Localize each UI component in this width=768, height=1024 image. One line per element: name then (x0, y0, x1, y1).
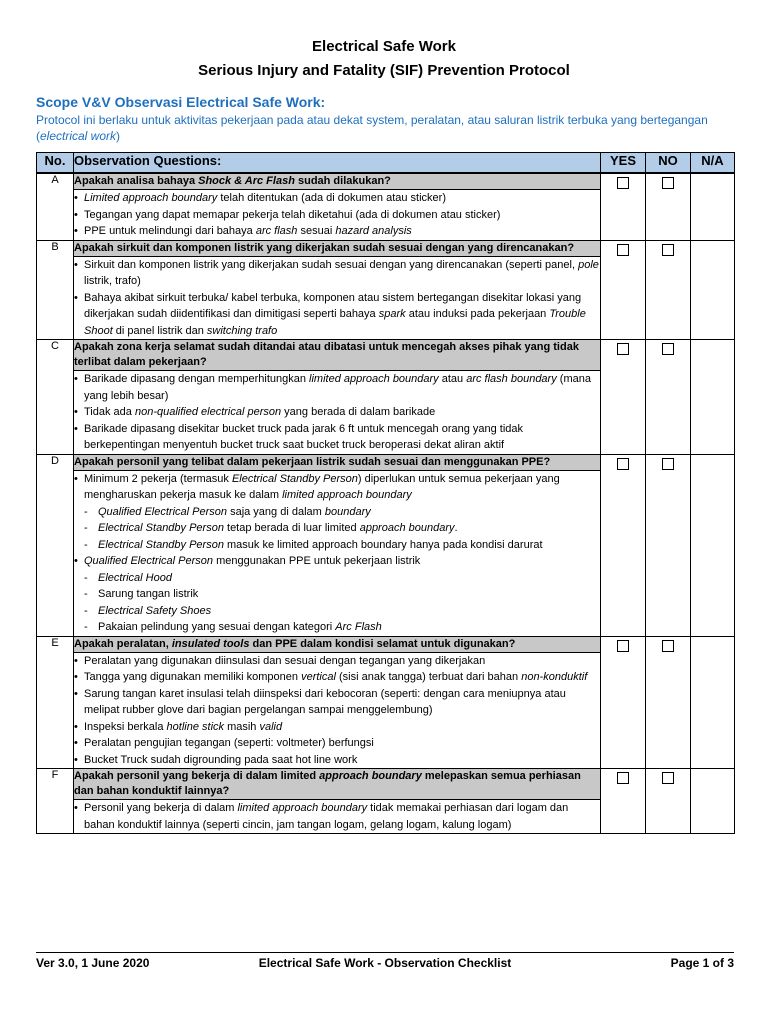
no-checkbox[interactable] (662, 343, 674, 355)
text-run: Apakah personil yang telibat dalam pekerjaan listrik sudah sesuai dan menggunakan PPE? (74, 455, 551, 468)
italic-text: Electrical Standby Person (231, 472, 358, 485)
row-number: C (37, 340, 74, 455)
criteria-item (74, 290, 600, 340)
yes-cell (601, 240, 646, 340)
criteria-item (74, 719, 600, 736)
criteria-item (74, 653, 600, 670)
text-run: Sirkuit dan komponen listrik yang dikerjakan sudah sesuai dengan yang direncanakan (seperti panel, (84, 258, 579, 271)
table-header-row (37, 153, 735, 174)
bullet-marker: • (74, 291, 78, 304)
italic-text: spark (378, 308, 406, 320)
bullet-marker: • (74, 802, 78, 814)
criteria-item (74, 735, 600, 752)
italic-text: electrical work (40, 129, 117, 143)
criteria-list (74, 371, 601, 455)
italic-text: limited approach boundary (309, 373, 439, 385)
question-row (37, 769, 735, 800)
text-run: Apakah analisa bahaya (74, 175, 199, 187)
bullet-marker: • (74, 192, 78, 204)
row-number: B (37, 240, 74, 340)
criteria-subitem (74, 504, 600, 521)
text-run: Apakah peralatan, (74, 637, 172, 650)
question-text (74, 240, 601, 256)
text-run: (mana yang lebih besar) (84, 373, 591, 402)
italic-text: approach boundary (319, 770, 422, 782)
yes-cell (601, 636, 646, 769)
criteria-item (74, 257, 600, 290)
criteria-item (74, 421, 600, 454)
bullet-marker: • (74, 720, 78, 733)
dash-marker: - (84, 621, 88, 633)
text-run: Tegangan yang dapat memapar pekerja telah diketahui (ada di dokumen atau sticker) (84, 208, 501, 221)
text-run: listrik, trafo) (84, 275, 141, 287)
header-observation-questions: Observation Questions: (74, 153, 601, 174)
italic-text: Electrical Standby Person (98, 538, 224, 551)
yes-cell (601, 769, 646, 834)
header-yes: YES (601, 153, 646, 174)
italic-text: pole (578, 258, 599, 271)
text-run: masuk ke limited approach boundary hanya pada kondisi darurat (223, 538, 543, 551)
yes-cell (601, 173, 646, 240)
dash-marker: - (84, 571, 88, 584)
text-run: Sarung tangan listrik (98, 588, 199, 600)
bullet-marker: • (74, 737, 78, 749)
bullet-marker: • (74, 687, 78, 700)
yes-checkbox[interactable] (617, 458, 629, 470)
yes-checkbox[interactable] (617, 244, 629, 256)
dash-marker: - (84, 505, 88, 518)
criteria-item (74, 207, 600, 224)
question-text (74, 636, 601, 652)
bullet-marker: • (74, 654, 78, 667)
no-cell (646, 240, 691, 340)
bullet-marker: • (74, 422, 78, 435)
italic-text: arc flash boundary (466, 373, 557, 385)
footer-page-number: Page 1 of 3 (670, 956, 734, 970)
yes-checkbox[interactable] (617, 772, 629, 784)
criteria-item (74, 800, 600, 833)
bullet-marker: • (74, 225, 78, 237)
text-run: Tidak ada (84, 406, 135, 418)
italic-text: Arc Flash (335, 621, 382, 633)
no-cell (646, 173, 691, 240)
text-run: di panel listrik dan (112, 324, 207, 337)
criteria-subitem (74, 603, 600, 620)
question-row (37, 340, 735, 371)
text-run: ) (116, 129, 121, 143)
italic-text: Qualified Electrical Person (98, 505, 228, 518)
question-row (37, 636, 735, 652)
italic-text: valid (259, 720, 283, 733)
row-number: F (37, 769, 74, 834)
footer-version: Ver 3.0, 1 June 2020 (36, 956, 150, 970)
dash-marker: - (84, 538, 88, 551)
italic-text: limited approach boundary (282, 489, 412, 501)
text-run: Barikade dipasang disekitar bucket truck pada jarak 6 ft untuk mencegah orang yang tidak berkepentingan menyentuh bucket truck saat bucket truck beroperasi dekat aliran aktif (84, 422, 524, 451)
na-cell[interactable] (691, 340, 735, 455)
text-run: masih (224, 720, 260, 733)
na-cell[interactable] (691, 240, 735, 340)
page-subtitle: Serious Injury and Fatality (SIF) Prevention Protocol (198, 62, 570, 79)
row-number: E (37, 636, 74, 769)
italic-text: non-konduktif (521, 671, 588, 683)
criteria-subitem (74, 537, 600, 554)
scope-description (36, 112, 726, 144)
italic-text: hazard analysis (335, 225, 412, 237)
criteria-subitem (74, 586, 600, 603)
question-text (74, 769, 601, 800)
text-run: atau induksi pada pekerjaan (405, 308, 550, 320)
text-run: sesuai (297, 225, 336, 237)
criteria-subitem (74, 520, 600, 537)
italic-text: boundary (324, 505, 371, 518)
na-cell[interactable] (691, 769, 735, 834)
yes-cell (601, 340, 646, 455)
text-run: Pakaian pelindung yang sesuai dengan kategori (98, 621, 336, 633)
row-number: A (37, 173, 74, 240)
no-checkbox[interactable] (662, 772, 674, 784)
text-run: Personil yang bekerja di dalam (84, 802, 238, 814)
text-run: . (454, 522, 458, 534)
criteria-list (74, 470, 601, 636)
criteria-list (74, 800, 601, 834)
text-run: Apakah zona kerja selamat sudah ditandai atau dibatasi untuk mencegah akses pihak yang tidak terlibat dalam pekerjaan? (74, 341, 579, 368)
italic-text: Qualified Electrical Person (84, 555, 214, 567)
text-run: Peralatan yang digunakan diinsulasi dan sesuai dengan tegangan yang dikerjakan (84, 654, 486, 667)
bullet-marker: • (74, 472, 78, 485)
na-cell[interactable] (691, 173, 735, 240)
text-run: Protocol ini berlaku untuk aktivitas pekerjaan pada atau dekat system, peralatan, atau saluran listrik terbuka yang bertegangan ( (36, 113, 708, 143)
question-text (74, 454, 601, 470)
footer-document-title: Electrical Safe Work - Observation Checklist (258, 956, 512, 970)
question-row (37, 173, 735, 190)
text-run: Apakah sirkuit dan komponen listrik yang dikerjakan sudah sesuai dengan yang direncanakan? (74, 241, 575, 254)
header-no: No. (37, 153, 74, 174)
page-footer (36, 952, 734, 977)
yes-cell (601, 454, 646, 636)
text-run: telah ditentukan (ada di dokumen atau sticker) (217, 192, 447, 204)
no-checkbox[interactable] (662, 640, 674, 652)
yes-checkbox[interactable] (617, 640, 629, 652)
italic-text: limited approach boundary (237, 802, 368, 814)
italic-text: approach boundary (359, 522, 455, 534)
text-run: Minimum 2 pekerja (termasuk (84, 472, 232, 485)
text-run: Inspeksi berkala (84, 720, 167, 733)
text-run: menggunakan PPE untuk pekerjaan listrik (213, 555, 421, 567)
text-run: Tangga yang digunakan memiliki komponen (84, 671, 302, 683)
text-run: PPE untuk melindungi dari bahaya (84, 225, 256, 237)
italic-text: Trouble Shoot (84, 308, 586, 337)
criteria-item (74, 190, 600, 207)
bullet-marker: • (74, 671, 78, 683)
no-checkbox[interactable] (662, 458, 674, 470)
no-cell (646, 454, 691, 636)
bullet-marker: • (74, 373, 78, 385)
bullet-marker: • (74, 258, 78, 271)
text-run: Bucket Truck sudah digrounding pada saat hot line work (84, 753, 358, 766)
no-checkbox[interactable] (662, 244, 674, 256)
header-na: N/A (691, 153, 735, 174)
criteria-list (74, 256, 601, 340)
criteria-item (74, 223, 600, 240)
text-run: tetap berada di luar limited (223, 522, 360, 534)
dash-marker: - (84, 522, 88, 534)
text-run: Sarung tangan karet insulasi telah diinspeksi dari kebocoran (seperti: dengan cara meniupnya atau melipat rubber glove dari bagian pergelangan sampai menggelembung) (84, 687, 566, 716)
bullet-marker: • (74, 555, 78, 567)
no-cell (646, 636, 691, 769)
bullet-marker: • (74, 208, 78, 221)
text-run: Apakah personil yang bekerja di dalam limited (74, 770, 320, 782)
text-run: tidak memakai perhiasan dari logam dan bahan konduktif lainnya (seperti cincin, jam tangan logam, gelang logam, kalung logam) (84, 802, 569, 831)
na-cell[interactable] (691, 636, 735, 769)
criteria-item (74, 553, 600, 570)
criteria-item (74, 404, 600, 421)
italic-text: Electrical Standby Person (98, 522, 224, 534)
text-run: sudah dilakukan? (294, 175, 391, 187)
text-run: yang berada di dalam barikade (281, 406, 436, 418)
dash-marker: - (84, 604, 88, 617)
criteria-subitem (74, 619, 600, 636)
question-text (74, 340, 601, 371)
page-title: Electrical Safe Work (312, 38, 456, 55)
na-cell[interactable] (691, 454, 735, 636)
text-run: (sisi anak tangga) terbuat dari bahan (335, 671, 522, 683)
scope-heading: Scope V&V Observasi Electrical Safe Work: (36, 94, 326, 110)
text-run: saja yang di dalam (227, 505, 325, 518)
question-row (37, 240, 735, 256)
criteria-list (74, 652, 601, 769)
text-run: dan PPE dalam kondisi selamat untuk digunakan? (249, 637, 516, 650)
bullet-marker: • (74, 406, 78, 418)
italic-text: hotline stick (166, 720, 225, 733)
observation-checklist-table (36, 152, 735, 834)
italic-text: Electrical Hood (98, 571, 172, 584)
text-run: ) diperlukan untuk semua pekerjaan yang mengharuskan pekerja masuk ke dalam (84, 472, 560, 501)
criteria-item (74, 686, 600, 719)
italic-text: Electrical Safety Shoes (98, 604, 212, 617)
criteria-item (74, 371, 600, 404)
text-run: Peralatan pengujian tegangan (seperti: voltmeter) berfungsi (84, 737, 374, 749)
criteria-item (74, 752, 600, 769)
yes-checkbox[interactable] (617, 343, 629, 355)
criteria-subitem (74, 570, 600, 587)
text-run: melepaskan semua perhiasan dan bahan konduktif lainnya? (74, 770, 581, 797)
italic-text: switching trafo (206, 324, 278, 337)
text-run: Barikade dipasang dengan memperhitungkan (84, 373, 310, 385)
criteria-list (74, 190, 601, 241)
italic-text: Limited approach boundary (84, 192, 218, 204)
no-cell (646, 769, 691, 834)
text-run: atau (438, 373, 467, 385)
italic-text: non-qualified electrical person (134, 406, 282, 418)
question-text (74, 173, 601, 190)
criteria-item (74, 471, 600, 504)
italic-text: Shock & Arc Flash (198, 175, 295, 187)
bullet-marker: • (74, 753, 78, 766)
no-cell (646, 340, 691, 455)
dash-marker: - (84, 588, 88, 600)
question-row (37, 454, 735, 470)
row-number: D (37, 454, 74, 636)
no-checkbox[interactable] (662, 177, 674, 189)
italic-text: arc flash (255, 225, 298, 237)
criteria-item (74, 669, 600, 686)
italic-text: insulated tools (171, 637, 250, 650)
text-run: Bahaya akibat sirkuit terbuka/ kabel terbuka, komponen atau sistem bertegangan disekitar lokasi yang dikerjakan sudah diidentifikasi dan dimitigasi seperti bahaya (84, 291, 582, 320)
checklist-body (37, 173, 735, 834)
italic-text: vertical (301, 671, 336, 683)
header-no-answer: NO (646, 153, 691, 174)
yes-checkbox[interactable] (617, 177, 629, 189)
